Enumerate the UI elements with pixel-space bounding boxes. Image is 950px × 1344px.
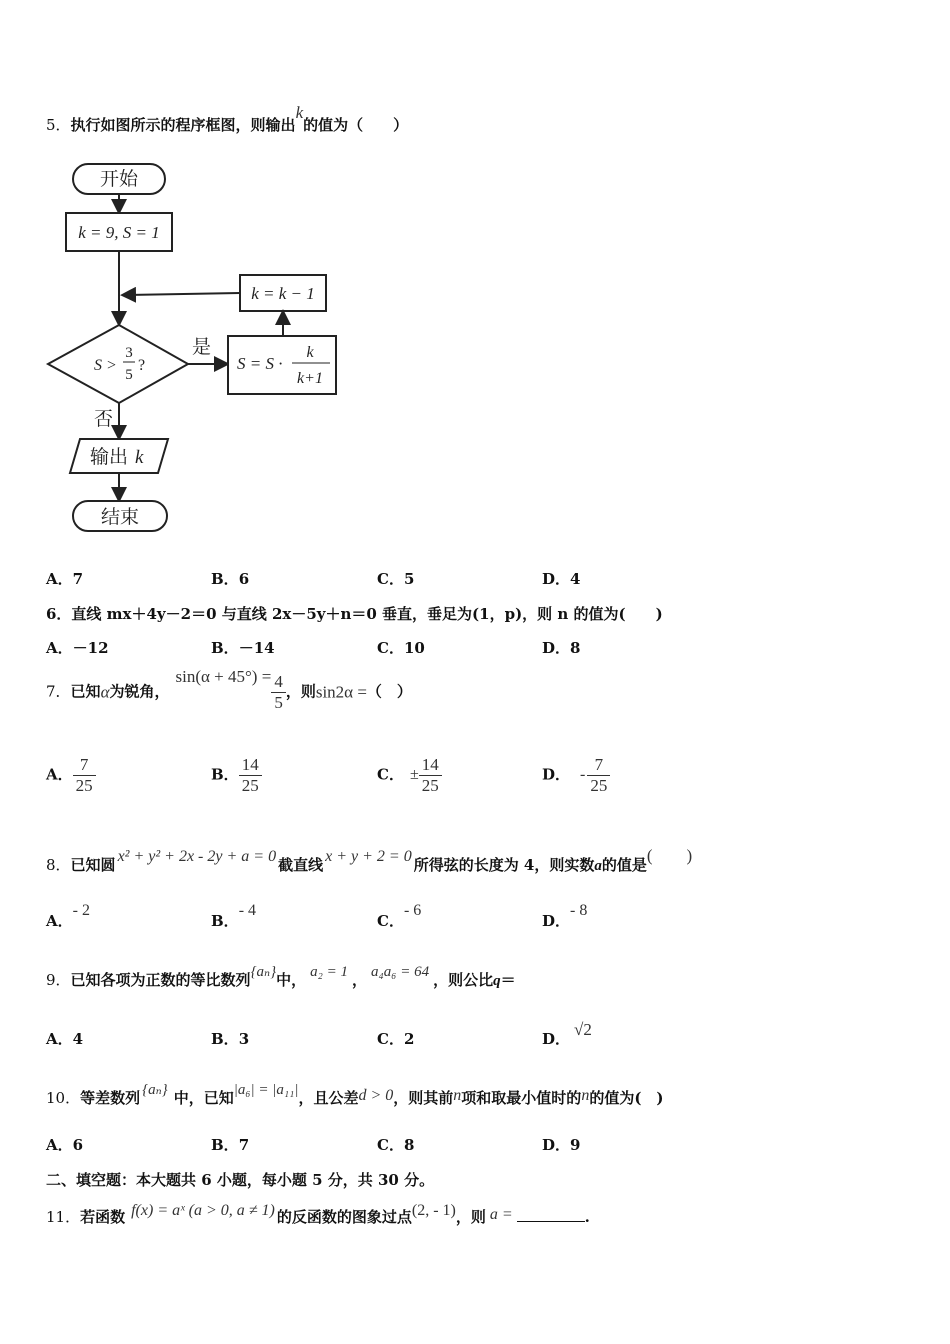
flow-cond-num: 3: [125, 345, 133, 361]
flow-cond-pre: S >: [94, 357, 117, 374]
q10-n1: n: [453, 1087, 462, 1104]
flow-output-label: 输出: [90, 447, 129, 468]
q11-text-pre: 若函数: [80, 1208, 126, 1226]
q7-fraction: [271, 672, 286, 712]
frac-num: 14: [239, 755, 262, 776]
q7-text-then: ，则: [285, 682, 316, 701]
option-label: A．: [46, 1030, 73, 1048]
q5-text-pre: 执行如图所示的程序框图，则输出: [70, 116, 296, 134]
option-value: 8: [403, 1136, 415, 1154]
q8-line-eq: x + y + 2 = 0: [325, 848, 412, 865]
q7-target: sin2α =: [315, 682, 367, 702]
q6-option-c[interactable]: [377, 637, 425, 658]
q11-function: f(x) = aˣ (a > 0, a ≠ 1): [131, 1202, 275, 1219]
question-number: 7．: [46, 682, 71, 701]
q9-sequence: {aₙ}: [250, 964, 277, 980]
q8-text-post-b: 的值是: [601, 856, 647, 874]
option-fraction: [419, 755, 442, 795]
option-value: 10: [403, 639, 425, 657]
q11-text-post: .: [584, 1208, 590, 1226]
option-value: －14: [238, 639, 275, 657]
option-label: B．: [211, 912, 239, 930]
option-label: B．: [211, 765, 239, 784]
q10-option-c[interactable]: [377, 1134, 414, 1155]
frac-den: 25: [590, 775, 608, 795]
q10-n2: n: [581, 1087, 590, 1104]
q8-circle-eq: x² + y² + 2x - 2y + a = 0: [117, 848, 277, 865]
q5-option-c[interactable]: [377, 568, 414, 589]
question-number: 9．: [46, 971, 71, 989]
flow-update-s-den: k+1: [297, 370, 323, 387]
option-value: - 8: [570, 902, 588, 919]
option-label: B．: [211, 570, 239, 588]
option-value: 4: [570, 570, 581, 588]
q8-option-d[interactable]: [542, 902, 588, 931]
q8-option-b[interactable]: [211, 902, 257, 931]
option-label: B．: [211, 639, 239, 657]
option-label: A．: [46, 1136, 73, 1154]
q7-text-mid: 为锐角，: [109, 682, 170, 701]
frac-num: 7: [73, 755, 96, 776]
option-label: C．: [377, 1030, 404, 1048]
option-fraction: [73, 755, 96, 795]
q7-frac-num: 4: [271, 672, 286, 693]
q11-point: (2, - 1): [411, 1202, 456, 1219]
q5-option-b[interactable]: [211, 568, 249, 589]
q10-option-a[interactable]: [46, 1134, 83, 1155]
q9-text-post-b: ＝: [500, 971, 516, 989]
q10-text-post: 的值为( ): [589, 1089, 664, 1107]
option-label: A．: [46, 912, 73, 930]
q9-sep: ，: [352, 971, 368, 989]
question-number: 10．: [46, 1089, 81, 1107]
q5-option-d[interactable]: [542, 568, 580, 589]
question-number: 5．: [46, 116, 71, 134]
q9-option-b[interactable]: [211, 1028, 249, 1049]
option-value: 3: [238, 1030, 250, 1048]
option-label: A．: [46, 639, 73, 657]
option-label: D．: [542, 1030, 571, 1048]
q7-option-a[interactable]: [46, 755, 96, 795]
q9-option-c[interactable]: [377, 1028, 414, 1049]
option-label: A．: [46, 765, 73, 784]
frac-num: 14: [419, 755, 442, 776]
flow-update-s-num: k: [306, 344, 314, 361]
flow-update-s-pre: S = S ·: [237, 354, 283, 373]
q10-text-mid2: ，且公差: [298, 1089, 359, 1107]
option-label: B．: [211, 1136, 239, 1154]
question-number: 8．: [46, 856, 71, 874]
option-label: C．: [377, 639, 404, 657]
q7-text-post: （ ）: [366, 682, 412, 701]
q7-text-pre: 已知: [70, 682, 101, 701]
flow-no-label: 否: [94, 409, 114, 430]
option-label: A．: [46, 570, 73, 588]
option-value: 2: [403, 1030, 415, 1048]
flow-cond-q: ?: [138, 357, 146, 374]
q7-option-c[interactable]: [377, 755, 442, 795]
option-value: 8: [570, 639, 581, 657]
q7-frac-den: 5: [274, 692, 283, 712]
option-label: B．: [211, 1030, 239, 1048]
option-value: 5: [403, 570, 415, 588]
q5-option-a[interactable]: [46, 568, 83, 589]
q6-option-b[interactable]: [211, 637, 275, 658]
option-fraction: [587, 755, 610, 795]
option-label: D．: [542, 1136, 571, 1154]
option-value: √2: [574, 1020, 592, 1039]
option-sign: ±: [409, 766, 419, 784]
q10-d: d > 0: [358, 1087, 394, 1104]
q10-sequence: {aₙ}: [142, 1082, 168, 1098]
q8-text-mid: 截直线: [278, 856, 324, 874]
q8-var-a: a: [594, 858, 602, 874]
option-value: 7: [238, 1136, 250, 1154]
option-value: - 2: [72, 902, 90, 919]
option-label: D．: [542, 765, 571, 784]
flow-end-label: 结束: [100, 507, 140, 528]
flow-condition-diamond: [48, 325, 188, 403]
q7-option-b[interactable]: [211, 755, 262, 795]
q9-text-pre: 已知各项为正数的等比数列: [70, 971, 251, 989]
q10-text-mid3: ，则其前: [393, 1089, 454, 1107]
q8-text-pre: 已知圆: [70, 856, 116, 874]
option-value: 4: [72, 1030, 84, 1048]
option-label: D．: [542, 570, 571, 588]
option-value: - 4: [238, 902, 257, 919]
q8-option-c[interactable]: [377, 902, 422, 931]
q6-option-d[interactable]: [542, 637, 580, 658]
q11-var-a: a =: [489, 1206, 513, 1223]
q5-text-post: 的值为（ ）: [303, 116, 409, 134]
q7-alpha: α: [100, 682, 110, 702]
q10-text-mid: 中，已知: [173, 1089, 234, 1107]
q8-text-post-a: 所得弦的长度为 4，则实数: [413, 856, 595, 874]
question-number: 11．: [46, 1208, 81, 1226]
option-value: - 6: [403, 902, 422, 919]
section-2-heading: 二、填空题：本大题共 6 小题，每小题 5 分，共 30 分。: [46, 1171, 435, 1189]
q10-text-pre: 等差数列: [80, 1089, 141, 1107]
q6-stem: 6．直线 mx＋4y－2＝0 与直线 2x－5y＋n＝0 垂直，垂足为(1，p)，则 n 的值为( ): [46, 605, 663, 623]
q9-cond-1: a₂ = 1: [310, 964, 348, 980]
option-label: D．: [542, 639, 571, 657]
option-label: C．: [377, 912, 404, 930]
frac-den: 25: [241, 775, 259, 795]
frac-num: 7: [587, 755, 610, 776]
q10-option-d[interactable]: [542, 1134, 580, 1155]
q8-option-a[interactable]: [46, 902, 90, 931]
q10-stem: [46, 1082, 664, 1108]
q11-text-mid2: ，则: [455, 1208, 486, 1226]
q8-stem: [46, 846, 693, 875]
q7-sin-expr: sin(α + 45°) =: [175, 667, 272, 687]
q7-option-d[interactable]: [542, 755, 610, 795]
q5-var-k: k: [295, 103, 304, 122]
option-label: D．: [542, 912, 571, 930]
flow-yes-label: 是: [192, 337, 212, 358]
option-label: C．: [377, 765, 404, 784]
option-sign: -: [580, 766, 586, 784]
q11-answer-blank[interactable]: [517, 1207, 585, 1222]
option-label: C．: [377, 570, 404, 588]
flow-update-k-label: k = k − 1: [251, 284, 315, 303]
q10-condition: |a₆| = |a₁₁|: [233, 1082, 299, 1098]
q9-option-d[interactable]: [542, 1020, 592, 1049]
flow-cond-den: 5: [125, 367, 133, 383]
q10-text-mid4: 项和取最小值时的: [461, 1089, 582, 1107]
frac-den: 25: [421, 775, 439, 795]
option-value: －12: [72, 639, 109, 657]
flow-output-var: k: [135, 447, 144, 468]
q11-stem: [46, 1202, 590, 1227]
q9-text-post-a: ，则公比: [433, 971, 494, 989]
option-label: C．: [377, 1136, 404, 1154]
q7-stem: [46, 667, 412, 712]
q9-stem: [46, 964, 516, 990]
q9-var-q: q: [493, 973, 501, 989]
option-value: 9: [570, 1136, 581, 1154]
option-value: 6: [238, 570, 250, 588]
q11-text-mid: 的反函数的图象过点: [276, 1208, 412, 1226]
q5-stem: [46, 103, 409, 135]
q10-option-b[interactable]: [211, 1134, 249, 1155]
flow-start-label: 开始: [99, 169, 139, 190]
flow-init-label: k = 9, S = 1: [78, 223, 160, 242]
option-fraction: [239, 755, 262, 795]
q8-paren: ( ): [646, 846, 693, 865]
q9-option-a[interactable]: [46, 1028, 83, 1049]
option-value: 6: [72, 1136, 84, 1154]
q9-text-mid: 中，: [276, 971, 307, 989]
flowchart: [40, 155, 350, 545]
frac-den: 25: [75, 775, 93, 795]
q9-cond-2: a₄a₆ = 64: [371, 964, 430, 980]
option-value: 7: [72, 570, 84, 588]
q6-option-a[interactable]: [46, 637, 109, 658]
